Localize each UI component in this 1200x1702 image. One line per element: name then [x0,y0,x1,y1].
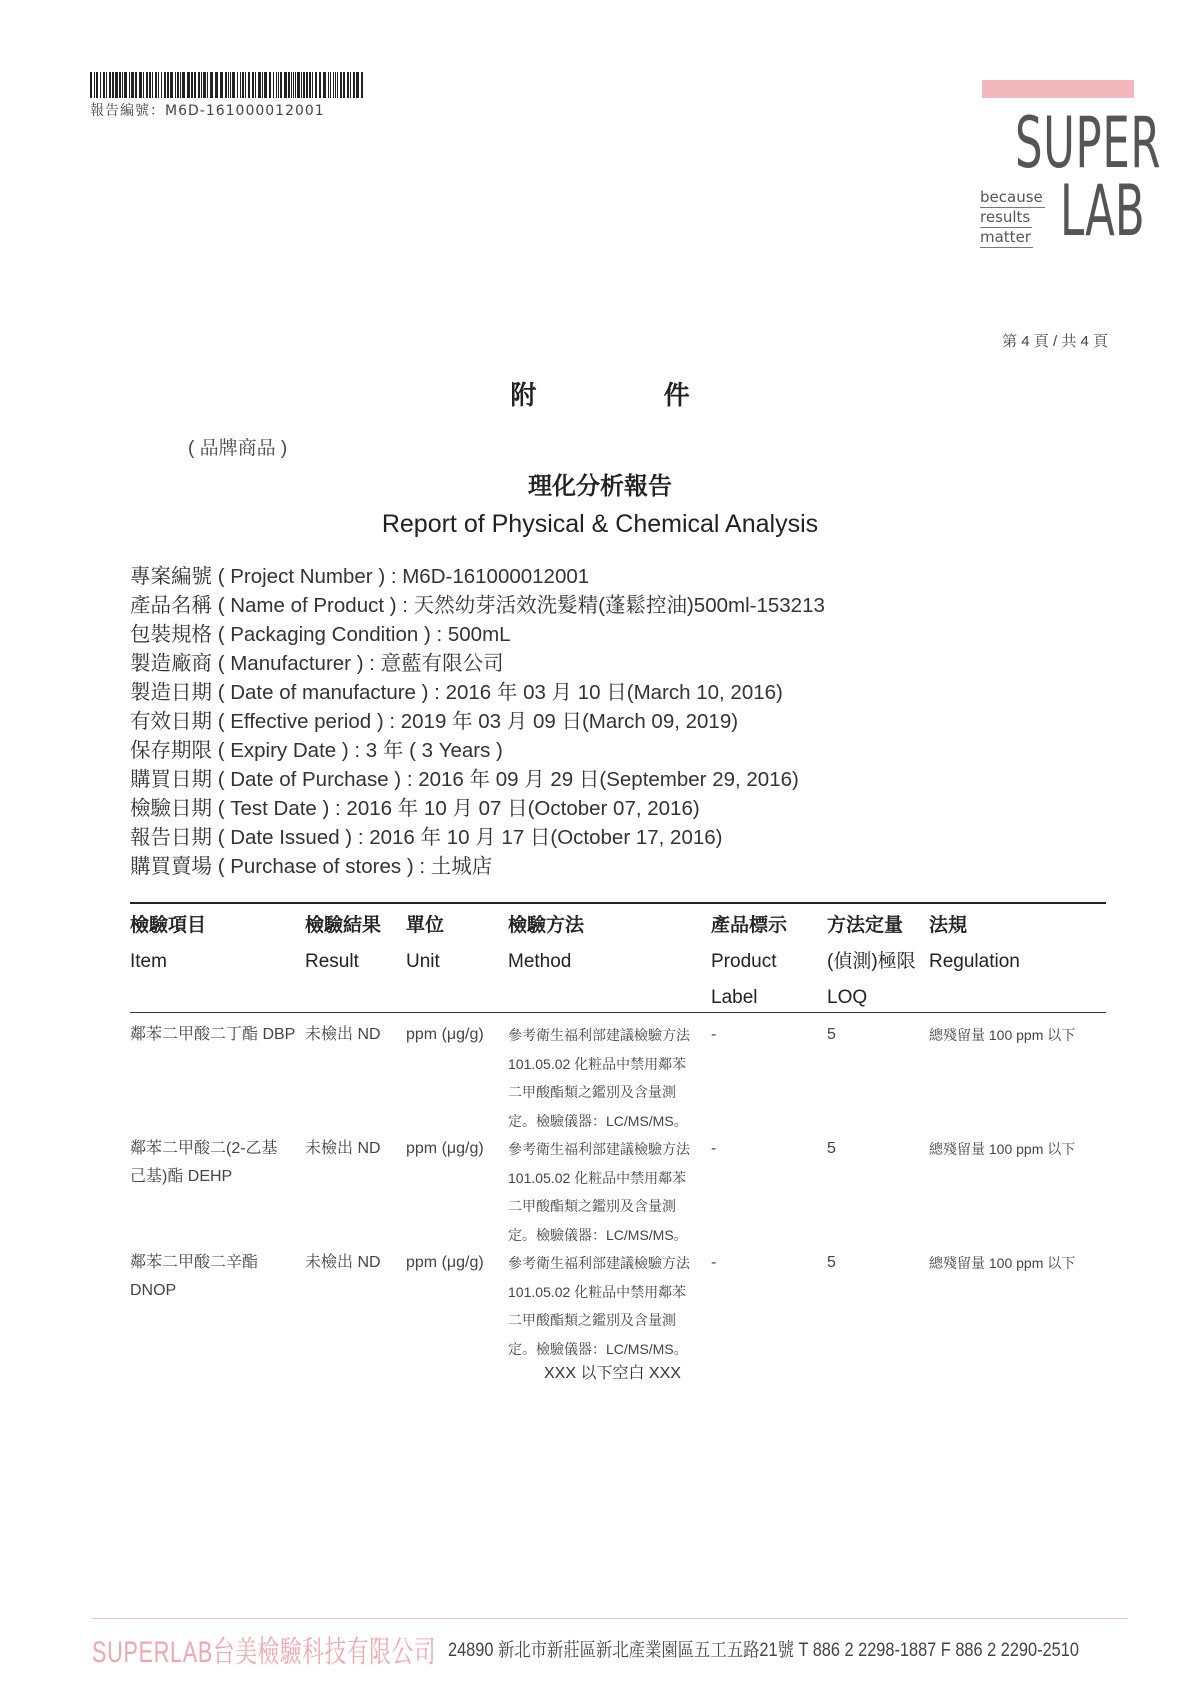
footer-rule [92,1618,1128,1619]
barcode [90,72,365,98]
row1-result: 未檢出 ND [305,1026,381,1043]
row3-label: - [711,1254,717,1271]
logo-accent-bar [982,80,1134,98]
info-test-date: 檢驗日期 ( Test Date ) : 2016 年 10 月 07 日(October 07, 2016) [130,797,700,820]
row1-label: - [711,1026,717,1043]
row3-item: 鄰苯二甲酸二辛酯 DNOP [130,1254,259,1299]
row3-regulation: 總殘留量 100 ppm 以下 [929,1255,1076,1271]
logo-tagline-results: results [980,208,1031,226]
row2-result: 未檢出 ND [305,1140,381,1157]
row3-result: 未檢出 ND [305,1254,381,1271]
header-unit: 單位 Unit [406,915,445,972]
info-purchase-date: 購買日期 ( Date of Purchase ) : 2016 年 09 月 29 日(September 29, 2016) [130,768,799,791]
report-title-en: Report of Physical & Chemical Analysis [381,510,819,538]
info-purchase-store: 購買賣場 ( Purchase of stores ) : 土城店 [130,855,493,878]
row1-loq: 5 [827,1026,836,1043]
row2-label: - [711,1140,717,1157]
logo-tagline-because: because [980,188,1043,206]
annex-title: 附 件 [510,380,750,410]
header-item: 檢驗項目 Item [130,915,207,972]
info-product-name: 產品名稱 ( Name of Product ) : 天然幼芽活效洗髮精(蓬鬆控油)500ml-153213 [130,594,825,617]
logo-lab: LAB [1060,170,1145,252]
info-expiry-date: 保存期限 ( Expiry Date ) : 3 年 ( 3 Years ) [130,739,503,762]
row3-unit: ppm (μg/g) [406,1254,484,1271]
row2-item: 鄰苯二甲酸二(2-乙基 己基)酯 DEHP [130,1140,278,1185]
info-project-number: 專案編號 ( Project Number ) : M6D-161000012001 [130,565,590,588]
row1-method: 參考衛生福利部建議檢驗方法 101.05.02 化粧品中禁用鄰苯 二甲酸酯類之鑑別及含量測 定。檢驗儀器：LC/MS/MS。 [508,1027,690,1129]
row1-regulation: 總殘留量 100 ppm 以下 [929,1027,1076,1043]
report-number: 報告編號：M6D-161000012001 [90,103,325,119]
header-product-label: 產品標示 Product Label [711,915,788,1008]
brand-note: ( 品牌商品 ) [188,438,288,459]
logo-super: SUPER [1015,102,1162,184]
info-packaging: 包裝規格 ( Packaging Condition ) : 500mL [130,623,511,646]
footer-address: 24890 新北市新莊區新北產業園區五工五路21號 T 886 2 2298-1887 F 886 2 2290-2510 [448,1640,1079,1661]
header-regulation: 法規 Regulation [929,915,1020,972]
logo-tagline-matter: matter [980,228,1031,246]
info-effective-period: 有效日期 ( Effective period ) : 2019 年 03 月 09 日(March 09, 2019) [130,710,739,733]
page-indicator: 第 4 頁 / 共 4 頁 [1002,333,1108,350]
row2-unit: ppm (μg/g) [406,1140,484,1157]
report-title-zh: 理化分析報告 [528,473,672,500]
info-date-issued: 報告日期 ( Date Issued ) : 2016 年 10 月 17 日(October 17, 2016) [130,826,723,849]
footer-company-logo: SUPERLAB台美檢驗科技有限公司 [92,1636,437,1669]
row1-unit: ppm (μg/g) [406,1026,484,1043]
end-of-report-mark: XXX 以下空白 XXX [544,1365,681,1382]
header-result: 檢驗結果 Result [305,915,382,972]
header-loq: 方法定量 (偵測)極限 LOQ [827,915,916,1008]
table-top-rule [130,902,1106,904]
info-manufacture-date: 製造日期 ( Date of manufacture ) : 2016 年 03 月 10 日(March 10, 2016) [130,681,783,704]
row3-loq: 5 [827,1254,836,1271]
table-header-rule [130,1012,1106,1013]
row3-method: 參考衛生福利部建議檢驗方法 101.05.02 化粧品中禁用鄰苯 二甲酸酯類之鑑別及含量測 定。檢驗儀器：LC/MS/MS。 [508,1255,690,1357]
row2-method: 參考衛生福利部建議檢驗方法 101.05.02 化粧品中禁用鄰苯 二甲酸酯類之鑑別及含量測 定。檢驗儀器：LC/MS/MS。 [508,1141,690,1243]
header-method: 檢驗方法 Method [508,915,585,972]
info-manufacturer: 製造廠商 ( Manufacturer ) : 意藍有限公司 [130,652,504,675]
row2-loq: 5 [827,1140,836,1157]
row1-item: 鄰苯二甲酸二丁酯 DBP [130,1026,296,1043]
row2-regulation: 總殘留量 100 ppm 以下 [929,1141,1076,1157]
product-info [130,562,825,881]
